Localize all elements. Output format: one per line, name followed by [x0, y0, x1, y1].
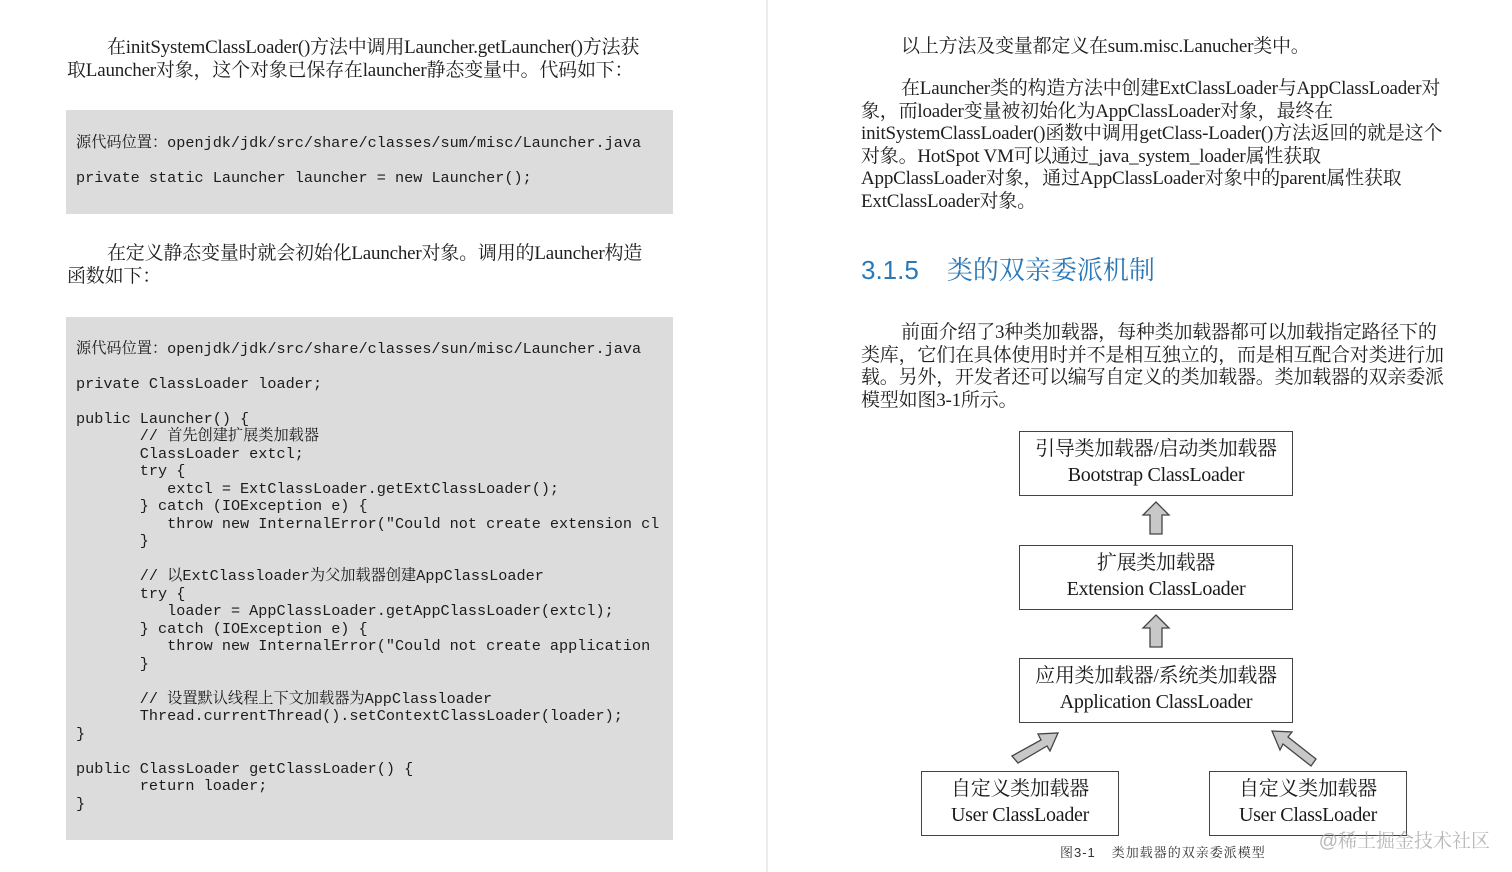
up-arrow-icon [1141, 501, 1171, 535]
code-line: } [76, 655, 149, 673]
text-line: 象，而loader变量被初始化为AppClassLoader对象，最终在 [861, 100, 1333, 122]
watermark: @稀土掘金技术社区 [1318, 831, 1490, 852]
box-label-cn: 扩展类加载器 [1096, 552, 1216, 574]
section-title: 类的双亲委派机制 [946, 255, 1155, 285]
box-label-en: User ClassLoader [951, 804, 1089, 826]
code-block-launcher-static [66, 110, 673, 214]
code-comment: // 首先创建扩展类加载器 [76, 427, 320, 445]
text-line: 在定义静态变量时就会初始化Launcher对象。调用的Launcher构造 [107, 243, 643, 264]
right-page [768, 0, 1512, 872]
text-line: 对象。HotSpot VM可以通过_java_system_loader属性获取 [861, 145, 1321, 167]
code-line: throw new InternalError("Could not create application [76, 637, 651, 655]
code-line: } [76, 795, 86, 813]
user-classloader-box-left [921, 771, 1119, 836]
code-line: loader = AppClassLoader.getAppClassLoader(extcl); [76, 602, 614, 620]
up-arrow-icon [1141, 614, 1171, 648]
code-comment: // 以ExtClassloader为父加载器创建AppClassLoader [76, 567, 544, 585]
figure-caption [1060, 842, 1266, 861]
box-label-cn: 自定义类加载器 [951, 778, 1089, 800]
figure-number: 图3-1 [1060, 845, 1096, 860]
box-label-en: Bootstrap ClassLoader [1067, 464, 1245, 486]
text-line: 以上方法及变量都定义在sum.misc.Lanucher类中。 [901, 36, 1310, 57]
right-paragraph-2 [861, 78, 1442, 213]
section-number: 3.1.5 [861, 255, 919, 285]
text-line: initSystemClassLoader()函数中调用getClass-Loader()方法返回的就是这个 [861, 123, 1443, 144]
code-line: try { [76, 462, 186, 480]
bootstrap-classloader-box [1019, 431, 1293, 496]
code-line: private static Launcher launcher = new Launcher(); [76, 169, 532, 187]
text-line: AppClassLoader对象，通过AppClassLoader对象中的parent属性获取 [861, 168, 1402, 189]
box-label-en: Extension ClassLoader [1066, 578, 1246, 600]
code-line: } [76, 532, 149, 550]
application-classloader-box [1019, 658, 1293, 723]
code-source-path: 源代码位置：openjdk/jdk/src/share/classes/sun/misc/Launcher.java [76, 340, 642, 358]
figure-caption-text: 类加载器的双亲委派模型 [1111, 845, 1266, 860]
code-line: extcl = ExtClassLoader.getExtClassLoader(); [76, 480, 560, 498]
left-paragraph-1 [67, 37, 639, 82]
code-source-path: 源代码位置：openjdk/jdk/src/share/classes/sum/misc/Launcher.java [76, 134, 642, 152]
code-block-launcher-constructor [66, 317, 673, 840]
diagonal-up-right-arrow-icon [1011, 730, 1061, 768]
text-line: 载。另外，开发者还可以编写自定义的类加载器。类加载器的双亲委派 [861, 367, 1444, 388]
code-line: throw new InternalError("Could not create extension cl [76, 515, 660, 533]
text-line: 取Launcher对象，这个对象已保存在launcher静态变量中。代码如下： [67, 59, 634, 81]
extension-classloader-box [1019, 545, 1293, 610]
box-label-en: User ClassLoader [1239, 804, 1377, 826]
code-line: private ClassLoader loader; [76, 375, 323, 393]
box-label-cn: 引导类加载器/启动类加载器 [1035, 438, 1277, 460]
code-line: try { [76, 585, 186, 603]
code-line: } catch (IOException e) { [76, 620, 368, 638]
code-comment: // 设置默认线程上下文加载器为AppClassloader [76, 690, 493, 708]
text-line: 在initSystemClassLoader()方法中调用Launcher.getLauncher()方法获 [107, 37, 640, 58]
section-heading [861, 250, 1155, 287]
code-line: ClassLoader extcl; [76, 445, 304, 463]
box-label-cn: 应用类加载器/系统类加载器 [1035, 665, 1277, 687]
code-line: public Launcher() { [76, 410, 250, 428]
right-paragraph-1 [861, 36, 1310, 59]
code-line: public ClassLoader getClassLoader() { [76, 760, 414, 778]
code-line: Thread.currentThread().setContextClassLoader(loader); [76, 707, 623, 725]
text-line: 函数如下： [67, 265, 162, 287]
code-line: return loader; [76, 777, 268, 795]
left-paragraph-2 [67, 243, 642, 288]
text-line: 在Launcher类的构造方法中创建ExtClassLoader与AppClassLoader对 [901, 78, 1441, 99]
box-label-cn: 自定义类加载器 [1239, 778, 1377, 800]
code-line: } catch (IOException e) { [76, 497, 368, 515]
text-line: 模型如图3-1所示。 [861, 389, 1018, 411]
code-line: } [76, 725, 86, 743]
right-paragraph-3 [861, 322, 1444, 412]
diagonal-up-left-arrow-icon [1269, 728, 1319, 768]
text-line: 类库，它们在具体使用时并不是相互独立的，而是相互配合对类进行加 [861, 344, 1444, 366]
text-line: 前面介绍了3种类加载器，每种类加载器都可以加载指定路径下的 [901, 322, 1437, 343]
text-line: ExtClassLoader对象。 [861, 190, 1036, 212]
box-label-en: Application ClassLoader [1059, 691, 1253, 713]
